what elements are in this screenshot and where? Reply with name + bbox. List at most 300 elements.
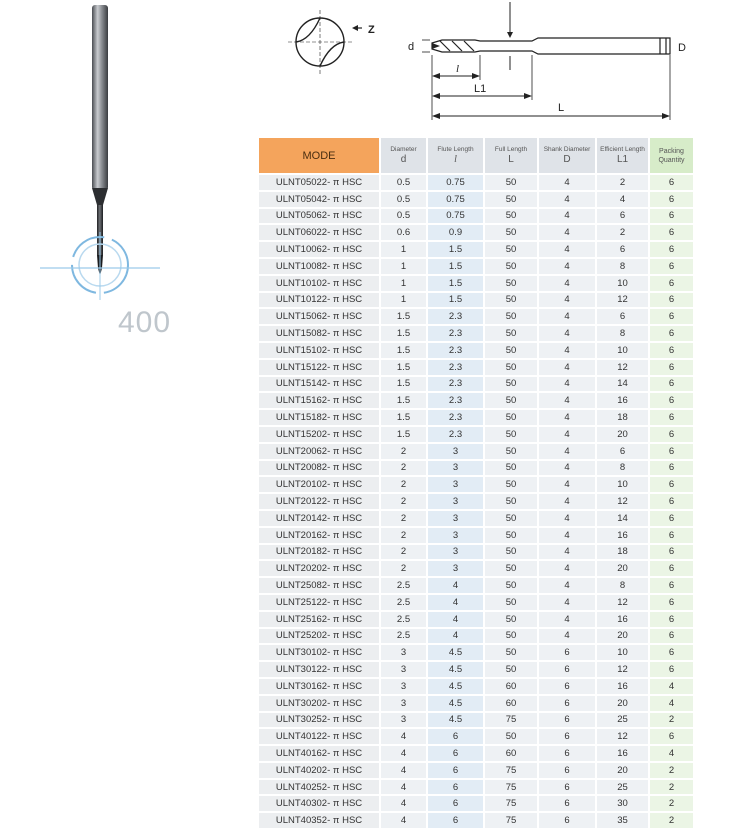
table-row [259, 713, 693, 728]
table-row [259, 746, 693, 761]
cell-shank-diameter: 4 [539, 595, 595, 610]
cell-diameter: 4 [381, 729, 426, 744]
cell-packing-quantity: 6 [650, 629, 693, 644]
cell-mode: ULNT40122- π HSC [259, 729, 379, 744]
cell-shank-diameter: 4 [539, 494, 595, 509]
cell-efficient-length: 8 [597, 259, 648, 274]
cell-flute-length: 2.3 [428, 427, 483, 442]
cell-efficient-length: 12 [597, 662, 648, 677]
cell-flute-length: 3 [428, 545, 483, 560]
cell-efficient-length: 35 [597, 813, 648, 828]
cell-flute-length: 4.5 [428, 696, 483, 711]
cell-diameter: 1.5 [381, 326, 426, 341]
cell-diameter: 2 [381, 477, 426, 492]
cell-full-length: 50 [485, 461, 537, 476]
cell-packing-quantity: 6 [650, 259, 693, 274]
cell-full-length: 60 [485, 679, 537, 694]
cell-efficient-length: 18 [597, 410, 648, 425]
table-row [259, 276, 693, 291]
cell-packing-quantity: 6 [650, 393, 693, 408]
shank [92, 5, 108, 190]
cell-full-length: 50 [485, 427, 537, 442]
header-efficient-length-title: Efficient Length [600, 146, 645, 153]
cell-diameter: 1 [381, 293, 426, 308]
cell-packing-quantity: 6 [650, 192, 693, 207]
cell-diameter: 1.5 [381, 309, 426, 324]
cell-efficient-length: 8 [597, 461, 648, 476]
cell-efficient-length: 16 [597, 612, 648, 627]
cell-mode: ULNT20062- π HSC [259, 444, 379, 459]
table-row [259, 494, 693, 509]
cell-packing-quantity: 6 [650, 612, 693, 627]
cell-mode: ULNT20142- π HSC [259, 511, 379, 526]
cell-efficient-length: 20 [597, 763, 648, 778]
cell-mode: ULNT40352- π HSC [259, 813, 379, 828]
cell-mode: ULNT10062- π HSC [259, 242, 379, 257]
z-arrowhead [352, 25, 358, 31]
header-flute-length-symbol: l [454, 154, 457, 165]
cell-mode: ULNT15082- π HSC [259, 326, 379, 341]
cell-mode: ULNT10122- π HSC [259, 293, 379, 308]
table-row [259, 813, 693, 828]
header-shank-diameter [539, 138, 595, 173]
cell-efficient-length: 8 [597, 326, 648, 341]
table-row [259, 511, 693, 526]
table-row [259, 427, 693, 442]
cell-packing-quantity: 6 [650, 209, 693, 224]
cell-diameter: 4 [381, 746, 426, 761]
cell-packing-quantity: 6 [650, 309, 693, 324]
table-row [259, 259, 693, 274]
table-header-row [259, 138, 693, 173]
table-row [259, 209, 693, 224]
cell-efficient-length: 6 [597, 309, 648, 324]
cell-flute-length: 3 [428, 528, 483, 543]
cell-flute-length: 1.5 [428, 242, 483, 257]
cell-shank-diameter: 4 [539, 326, 595, 341]
cell-diameter: 2 [381, 494, 426, 509]
cell-flute-length: 4 [428, 595, 483, 610]
table-body [259, 175, 693, 828]
cell-mode: ULNT20182- π HSC [259, 545, 379, 560]
cell-flute-length: 0.9 [428, 225, 483, 240]
cell-packing-quantity: 6 [650, 561, 693, 576]
cell-full-length: 50 [485, 612, 537, 627]
cell-shank-diameter: 6 [539, 713, 595, 728]
cell-shank-diameter: 4 [539, 511, 595, 526]
cell-full-length: 50 [485, 360, 537, 375]
cell-shank-diameter: 6 [539, 780, 595, 795]
cell-mode: ULNT20202- π HSC [259, 561, 379, 576]
cell-full-length: 50 [485, 578, 537, 593]
cell-efficient-length: 14 [597, 377, 648, 392]
cell-shank-diameter: 4 [539, 528, 595, 543]
cell-mode: ULNT40202- π HSC [259, 763, 379, 778]
cell-shank-diameter: 6 [539, 662, 595, 677]
cell-efficient-length: 10 [597, 645, 648, 660]
cell-flute-length: 3 [428, 561, 483, 576]
cell-packing-quantity: 6 [650, 461, 693, 476]
cell-full-length: 50 [485, 276, 537, 291]
cell-full-length: 50 [485, 494, 537, 509]
cell-flute-length: 1.5 [428, 293, 483, 308]
table-row [259, 225, 693, 240]
cell-packing-quantity: 6 [650, 595, 693, 610]
cell-diameter: 0.5 [381, 175, 426, 190]
cell-shank-diameter: 4 [539, 629, 595, 644]
cell-flute-length: 6 [428, 813, 483, 828]
cell-flute-length: 4.5 [428, 662, 483, 677]
cell-efficient-length: 12 [597, 729, 648, 744]
table-row [259, 696, 693, 711]
table-row [259, 192, 693, 207]
cell-packing-quantity: 6 [650, 276, 693, 291]
cell-flute-length: 6 [428, 796, 483, 811]
cell-diameter: 1.5 [381, 377, 426, 392]
cell-efficient-length: 30 [597, 796, 648, 811]
cell-full-length: 50 [485, 259, 537, 274]
cell-packing-quantity: 6 [650, 528, 693, 543]
header-diameter [381, 138, 426, 173]
table-row [259, 326, 693, 341]
cell-packing-quantity: 6 [650, 511, 693, 526]
cell-diameter: 3 [381, 696, 426, 711]
cell-full-length: 50 [485, 595, 537, 610]
cell-diameter: 3 [381, 645, 426, 660]
cell-mode: ULNT15142- π HSC [259, 377, 379, 392]
cell-shank-diameter: 6 [539, 763, 595, 778]
specification-table [257, 136, 695, 830]
tip [432, 43, 440, 49]
cell-shank-diameter: 6 [539, 696, 595, 711]
cell-diameter: 4 [381, 780, 426, 795]
cell-packing-quantity: 2 [650, 813, 693, 828]
header-efficient-length [597, 138, 648, 173]
cell-full-length: 50 [485, 528, 537, 543]
table-row [259, 477, 693, 492]
cell-flute-length: 2.3 [428, 377, 483, 392]
cell-shank-diameter: 4 [539, 209, 595, 224]
cell-flute-length: 6 [428, 746, 483, 761]
cell-flute-length: 2.3 [428, 410, 483, 425]
cell-flute-length: 2.3 [428, 360, 483, 375]
cell-diameter: 1 [381, 276, 426, 291]
table-row [259, 393, 693, 408]
cell-full-length: 50 [485, 629, 537, 644]
table-row [259, 461, 693, 476]
cell-diameter: 2.5 [381, 578, 426, 593]
cell-full-length: 50 [485, 645, 537, 660]
cell-shank-diameter: 4 [539, 225, 595, 240]
cell-full-length: 50 [485, 309, 537, 324]
cell-shank-diameter: 4 [539, 578, 595, 593]
cell-diameter: 4 [381, 813, 426, 828]
cell-packing-quantity: 2 [650, 780, 693, 795]
cell-packing-quantity: 2 [650, 713, 693, 728]
cell-mode: ULNT06022- π HSC [259, 225, 379, 240]
cell-full-length: 50 [485, 326, 537, 341]
cell-shank-diameter: 4 [539, 192, 595, 207]
cell-flute-length: 3 [428, 494, 483, 509]
cell-efficient-length: 16 [597, 679, 648, 694]
table-row [259, 612, 693, 627]
side-view [432, 38, 670, 54]
cell-diameter: 1.5 [381, 410, 426, 425]
cell-full-length: 75 [485, 780, 537, 795]
table-row [259, 578, 693, 593]
cell-shank-diameter: 4 [539, 410, 595, 425]
cell-mode: ULNT15162- π HSC [259, 393, 379, 408]
cell-efficient-length: 6 [597, 242, 648, 257]
cell-packing-quantity: 6 [650, 410, 693, 425]
cell-efficient-length: 12 [597, 494, 648, 509]
cell-shank-diameter: 6 [539, 813, 595, 828]
cell-flute-length: 4.5 [428, 713, 483, 728]
cell-efficient-length: 12 [597, 360, 648, 375]
cell-efficient-length: 25 [597, 713, 648, 728]
cell-shank-diameter: 4 [539, 561, 595, 576]
label-d: d [408, 41, 415, 53]
cell-full-length: 50 [485, 729, 537, 744]
table-row [259, 629, 693, 644]
table-row [259, 242, 693, 257]
cell-diameter: 2.5 [381, 612, 426, 627]
end-view [288, 10, 352, 74]
cell-efficient-length: 8 [597, 578, 648, 593]
cell-mode: ULNT15062- π HSC [259, 309, 379, 324]
cell-flute-length: 0.75 [428, 175, 483, 190]
cell-packing-quantity: 6 [650, 225, 693, 240]
cell-diameter: 2 [381, 561, 426, 576]
cell-shank-diameter: 4 [539, 545, 595, 560]
cell-diameter: 2 [381, 461, 426, 476]
cell-diameter: 0.5 [381, 209, 426, 224]
cell-packing-quantity: 4 [650, 679, 693, 694]
cell-mode: ULNT15182- π HSC [259, 410, 379, 425]
header-shank-diameter-symbol: D [563, 154, 571, 165]
cell-full-length: 50 [485, 511, 537, 526]
cell-shank-diameter: 4 [539, 360, 595, 375]
cell-diameter: 2.5 [381, 629, 426, 644]
table-row [259, 175, 693, 190]
technical-drawing [280, 0, 720, 130]
cell-packing-quantity: 6 [650, 343, 693, 358]
cell-flute-length: 1.5 [428, 259, 483, 274]
cell-shank-diameter: 4 [539, 377, 595, 392]
end-mill-graphic [30, 0, 200, 345]
cell-efficient-length: 20 [597, 561, 648, 576]
cell-packing-quantity: 6 [650, 377, 693, 392]
label-L1: L1 [474, 83, 487, 95]
cell-diameter: 1.5 [381, 360, 426, 375]
cell-diameter: 4 [381, 763, 426, 778]
cell-packing-quantity: 6 [650, 729, 693, 744]
cell-efficient-length: 6 [597, 209, 648, 224]
cell-flute-length: 6 [428, 729, 483, 744]
cell-mode: ULNT05022- π HSC [259, 175, 379, 190]
table-row [259, 360, 693, 375]
cell-full-length: 50 [485, 410, 537, 425]
table-row [259, 561, 693, 576]
cell-packing-quantity: 6 [650, 545, 693, 560]
cell-efficient-length: 10 [597, 343, 648, 358]
cell-packing-quantity: 2 [650, 796, 693, 811]
cell-diameter: 0.6 [381, 225, 426, 240]
table-row [259, 444, 693, 459]
cell-mode: ULNT05042- π HSC [259, 192, 379, 207]
table-row [259, 377, 693, 392]
cell-shank-diameter: 4 [539, 461, 595, 476]
cell-flute-length: 3 [428, 511, 483, 526]
cell-full-length: 50 [485, 192, 537, 207]
header-flute-length [428, 138, 483, 173]
cell-shank-diameter: 4 [539, 612, 595, 627]
cell-packing-quantity: 6 [650, 242, 693, 257]
cell-flute-length: 4 [428, 629, 483, 644]
cell-diameter: 3 [381, 679, 426, 694]
dimension-drawing [280, 0, 720, 130]
header-full-length [485, 138, 537, 173]
cell-flute-length: 0.75 [428, 209, 483, 224]
table-row [259, 343, 693, 358]
cell-mode: ULNT40162- π HSC [259, 746, 379, 761]
header-packing-line1: Packing [659, 147, 684, 155]
cell-flute-length: 3 [428, 461, 483, 476]
cell-packing-quantity: 4 [650, 696, 693, 711]
cell-full-length: 50 [485, 393, 537, 408]
cell-shank-diameter: 4 [539, 477, 595, 492]
cell-shank-diameter: 6 [539, 796, 595, 811]
table-row [259, 595, 693, 610]
cell-full-length: 75 [485, 813, 537, 828]
header-diameter-title: Diameter [390, 146, 417, 153]
cell-efficient-length: 2 [597, 225, 648, 240]
cell-full-length: 50 [485, 293, 537, 308]
cell-flute-length: 0.75 [428, 192, 483, 207]
header-full-length-symbol: L [508, 154, 514, 165]
cell-shank-diameter: 4 [539, 309, 595, 324]
cell-flute-length: 3 [428, 477, 483, 492]
cell-full-length: 60 [485, 696, 537, 711]
cell-efficient-length: 2 [597, 175, 648, 190]
cell-full-length: 75 [485, 763, 537, 778]
cell-flute-length: 4.5 [428, 679, 483, 694]
cell-efficient-length: 10 [597, 276, 648, 291]
cell-efficient-length: 14 [597, 511, 648, 526]
cell-packing-quantity: 6 [650, 427, 693, 442]
cell-mode: ULNT10082- π HSC [259, 259, 379, 274]
cell-shank-diameter: 4 [539, 427, 595, 442]
cell-mode: ULNT30102- π HSC [259, 645, 379, 660]
cell-full-length: 75 [485, 796, 537, 811]
cell-mode: ULNT15122- π HSC [259, 360, 379, 375]
cell-flute-length: 4 [428, 578, 483, 593]
cell-shank-diameter: 6 [539, 729, 595, 744]
table-row [259, 309, 693, 324]
cell-full-length: 60 [485, 746, 537, 761]
cell-mode: ULNT20162- π HSC [259, 528, 379, 543]
table-row [259, 679, 693, 694]
cell-shank-diameter: 6 [539, 679, 595, 694]
cell-shank-diameter: 4 [539, 293, 595, 308]
cell-diameter: 1 [381, 259, 426, 274]
cell-mode: ULNT30162- π HSC [259, 679, 379, 694]
cell-efficient-length: 6 [597, 444, 648, 459]
cell-full-length: 50 [485, 545, 537, 560]
cell-flute-length: 3 [428, 444, 483, 459]
cell-mode: ULNT25122- π HSC [259, 595, 379, 610]
header-diameter-symbol: d [400, 154, 407, 165]
cell-full-length: 50 [485, 242, 537, 257]
table-row [259, 545, 693, 560]
cell-efficient-length: 16 [597, 528, 648, 543]
table-row [259, 528, 693, 543]
cell-efficient-length: 25 [597, 780, 648, 795]
cell-efficient-length: 18 [597, 545, 648, 560]
hardness-label: 400 [118, 306, 172, 339]
cell-packing-quantity: 2 [650, 763, 693, 778]
cell-packing-quantity: 6 [650, 175, 693, 190]
cell-diameter: 1.5 [381, 343, 426, 358]
cell-flute-length: 4.5 [428, 645, 483, 660]
cell-full-length: 50 [485, 477, 537, 492]
cell-diameter: 4 [381, 796, 426, 811]
cell-shank-diameter: 4 [539, 276, 595, 291]
taper [92, 188, 108, 205]
cell-mode: ULNT25202- π HSC [259, 629, 379, 644]
cell-packing-quantity: 6 [650, 293, 693, 308]
cell-packing-quantity: 6 [650, 444, 693, 459]
cell-mode: ULNT30122- π HSC [259, 662, 379, 677]
cell-full-length: 50 [485, 225, 537, 240]
cell-flute-length: 4 [428, 612, 483, 627]
cell-shank-diameter: 4 [539, 393, 595, 408]
cell-packing-quantity: 6 [650, 326, 693, 341]
cell-efficient-length: 12 [597, 293, 648, 308]
cell-mode: ULNT15102- π HSC [259, 343, 379, 358]
cell-flute-length: 2.3 [428, 309, 483, 324]
cell-diameter: 1.5 [381, 393, 426, 408]
cell-shank-diameter: 4 [539, 343, 595, 358]
cell-packing-quantity: 6 [650, 578, 693, 593]
label-L: L [558, 102, 565, 114]
header-flute-length-title: Flute Length [437, 146, 474, 153]
cell-efficient-length: 20 [597, 427, 648, 442]
cell-flute-length: 6 [428, 763, 483, 778]
cell-mode: ULNT30202- π HSC [259, 696, 379, 711]
cell-efficient-length: 10 [597, 477, 648, 492]
cell-efficient-length: 16 [597, 393, 648, 408]
table-row [259, 410, 693, 425]
cell-full-length: 50 [485, 343, 537, 358]
cell-shank-diameter: 4 [539, 259, 595, 274]
table-row [259, 293, 693, 308]
cell-diameter: 3 [381, 713, 426, 728]
cell-packing-quantity: 6 [650, 360, 693, 375]
cell-diameter: 2 [381, 511, 426, 526]
cell-full-length: 50 [485, 662, 537, 677]
cell-shank-diameter: 6 [539, 645, 595, 660]
cell-diameter: 2 [381, 528, 426, 543]
cell-shank-diameter: 4 [539, 242, 595, 257]
cell-packing-quantity: 6 [650, 477, 693, 492]
cell-mode: ULNT40252- π HSC [259, 780, 379, 795]
cell-flute-length: 2.3 [428, 393, 483, 408]
table-row [259, 763, 693, 778]
cell-flute-length: 6 [428, 780, 483, 795]
cell-flute-length: 2.3 [428, 343, 483, 358]
cell-mode: ULNT25082- π HSC [259, 578, 379, 593]
